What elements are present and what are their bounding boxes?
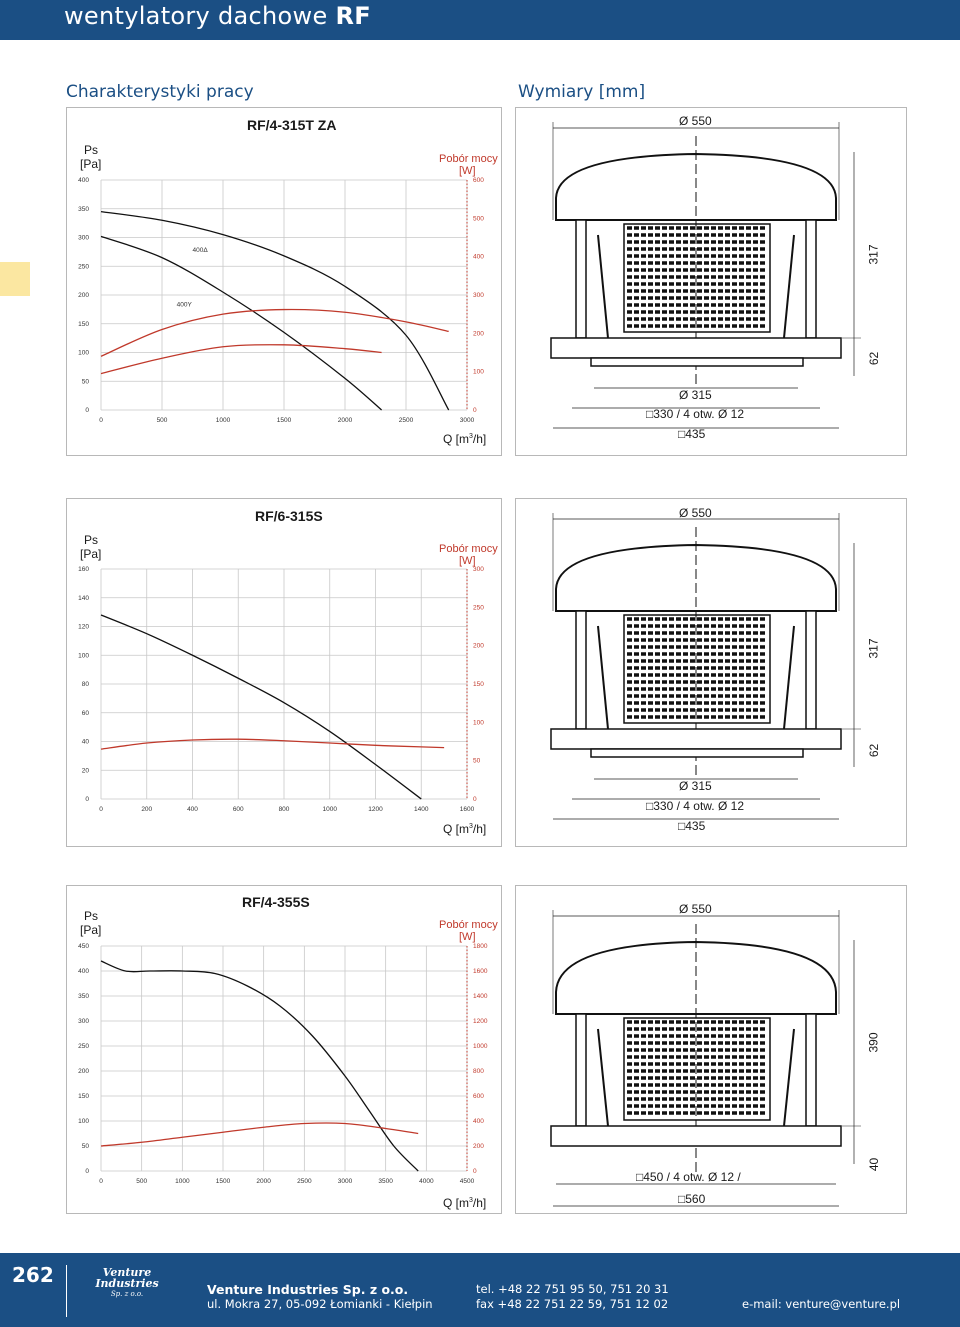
y-tick-label: 60 — [81, 709, 89, 717]
series-line-1 — [101, 961, 418, 1171]
chart-title: RF/4-315T ZA — [247, 117, 337, 133]
fan-strut-right — [784, 626, 794, 729]
dim-holes: □330 / 4 otw. Ø 12 — [646, 407, 745, 421]
y-tick-label: 100 — [78, 652, 89, 660]
y2-tick-label: 600 — [473, 1093, 484, 1100]
y2-tick-label: 200 — [473, 330, 484, 338]
fan-flange — [551, 1126, 841, 1146]
x-tick-label: 4500 — [459, 1178, 475, 1185]
dim-height-main: 317 — [866, 244, 881, 265]
x-tick-label: 500 — [156, 417, 168, 424]
y2-tick-label: 200 — [473, 642, 484, 650]
y-tick-label: 40 — [81, 738, 89, 746]
y-tick-label: 80 — [81, 681, 89, 688]
y-tick-label: 300 — [78, 1018, 89, 1025]
y2-tick-label: 1600 — [473, 968, 488, 975]
x-tick-label: 3000 — [459, 417, 475, 424]
fan-spigot — [591, 749, 803, 757]
series-line-2 — [101, 739, 444, 749]
annotation-delta: 400Δ — [192, 246, 208, 254]
y-tick-label: 100 — [78, 1118, 89, 1125]
dim-base: □560 — [678, 1192, 706, 1206]
series-line-1 — [101, 615, 421, 799]
company-fax[interactable]: fax +48 22 751 22 59, 751 12 02 — [476, 1297, 669, 1311]
fan-spigot — [591, 358, 803, 366]
y2-tick-label: 800 — [473, 1068, 484, 1075]
dim-550: Ø 550 — [679, 902, 712, 916]
y2-tick-label: 400 — [473, 253, 484, 261]
company-tel: tel. +48 22 751 95 50, 751 20 31 — [476, 1282, 669, 1296]
dims-panel-2 — [515, 498, 907, 847]
chart-title: RF/6-315S — [255, 508, 323, 524]
company-address: ul. Mokra 27, 05-092 Łomianki - Kiełpin — [207, 1297, 433, 1311]
annotation-star: 400Y — [176, 301, 192, 309]
dim-holes: □330 / 4 otw. Ø 12 — [646, 799, 745, 813]
fan-strut-left — [598, 1029, 608, 1126]
page-number: 262 — [12, 1263, 54, 1287]
y2-tick-label: 400 — [473, 1118, 484, 1125]
y2-tick-label: 0 — [473, 407, 477, 414]
y2-tick-label: 200 — [473, 1143, 484, 1150]
y2-tick-label: 0 — [473, 1168, 477, 1175]
y-tick-label: 350 — [78, 993, 89, 1000]
fan-post-right — [806, 611, 816, 729]
x-tick-label: 2500 — [297, 1178, 312, 1185]
x-tick-label: 1000 — [215, 417, 231, 424]
x-tick-label: 2000 — [337, 417, 353, 424]
ps-label: Ps — [84, 533, 99, 547]
series-line-1 — [101, 212, 449, 410]
fan-drawing — [516, 499, 906, 846]
power-label: Pobór mocy — [439, 919, 498, 931]
ps-label: Ps — [84, 143, 99, 157]
y-tick-label: 350 — [78, 205, 89, 213]
x-tick-label: 1600 — [459, 806, 475, 813]
x-tick-label: 0 — [99, 806, 103, 813]
dim-height-main: 317 — [866, 638, 881, 659]
y2-tick-label: 500 — [473, 215, 484, 223]
y-tick-label: 300 — [78, 234, 89, 242]
x-tick-label: 1000 — [322, 806, 337, 813]
company-email[interactable]: e-mail: venture@venture.pl — [742, 1297, 901, 1311]
flow-label: Q $[m^3/h]$ — [443, 432, 487, 446]
x-tick-label: 4000 — [419, 1178, 434, 1185]
pa-label: [Pa] — [80, 547, 102, 561]
dim-height-base: 62 — [867, 351, 882, 366]
dim-550: Ø 550 — [679, 114, 712, 128]
chart-svg — [67, 108, 501, 455]
y2-tick-label: 100 — [473, 368, 484, 376]
x-tick-label: 800 — [278, 806, 290, 813]
y-tick-label: 0 — [85, 407, 89, 414]
fan-strut-left — [598, 235, 608, 338]
y-tick-label: 200 — [78, 292, 89, 299]
y-tick-label: 160 — [78, 566, 89, 573]
dims-panel-3 — [515, 885, 907, 1214]
dim-315: Ø 315 — [679, 779, 712, 793]
chart-panel-2 — [66, 498, 502, 847]
fan-flange — [551, 729, 841, 749]
power-unit: [W] — [459, 555, 476, 567]
section-title-charts: Charakterystyki pracy — [66, 82, 254, 102]
dim-holes: □450 / 4 otw. Ø 12 / — [636, 1170, 741, 1184]
chart-title: RF/4-355S — [242, 894, 310, 910]
fan-strut-left — [598, 626, 608, 729]
y2-tick-label: 50 — [473, 757, 481, 765]
dim-550: Ø 550 — [679, 506, 712, 520]
x-tick-label: 500 — [136, 1178, 148, 1185]
ps-label: Ps — [84, 909, 99, 923]
power-unit: [W] — [459, 931, 476, 943]
y-tick-label: 50 — [81, 378, 89, 386]
y-tick-label: 50 — [81, 1143, 89, 1150]
pa-label: [Pa] — [80, 157, 102, 171]
y2-tick-label: 300 — [473, 292, 484, 299]
dim-height-main: 390 — [866, 1032, 881, 1053]
y-tick-label: 450 — [78, 943, 89, 950]
page-footer — [0, 1253, 960, 1327]
x-tick-label: 2500 — [398, 417, 414, 424]
dim-base: □435 — [678, 427, 706, 441]
fan-post-left — [576, 1014, 586, 1126]
fan-post-left — [576, 611, 586, 729]
y-tick-label: 250 — [78, 263, 89, 271]
flow-label: Q $[m^3/h]$ — [443, 1196, 487, 1210]
chart-svg — [67, 499, 501, 846]
dim-315: Ø 315 — [679, 388, 712, 402]
fan-flange — [551, 338, 841, 358]
dim-height-base: 62 — [867, 743, 882, 758]
x-tick-label: 1500 — [215, 1178, 231, 1185]
series-line-3 — [101, 310, 449, 357]
y-tick-label: 140 — [78, 594, 89, 602]
y-tick-label: 20 — [81, 767, 89, 775]
y2-tick-label: 1800 — [473, 943, 488, 950]
page-title — [64, 2, 371, 30]
footer-divider — [66, 1265, 67, 1317]
pa-label: [Pa] — [80, 923, 102, 937]
flow-label: Q $[m^3/h]$ — [443, 822, 487, 836]
fan-drawing — [516, 108, 906, 455]
series-line-2 — [101, 236, 382, 410]
fan-drawing — [516, 886, 906, 1213]
y2-tick-label: 1200 — [473, 1018, 488, 1025]
y-tick-label: 200 — [78, 1068, 89, 1075]
series-line-4 — [101, 345, 382, 374]
y2-tick-label: 1400 — [473, 993, 488, 1000]
series-line-2 — [101, 1123, 418, 1146]
x-tick-label: 3500 — [378, 1178, 393, 1185]
side-tab — [0, 262, 30, 296]
power-label: Pobór mocy — [439, 153, 498, 165]
dim-height-base: 40 — [867, 1157, 882, 1172]
y-tick-label: 400 — [78, 968, 89, 975]
chart-svg — [67, 886, 501, 1213]
dims-panel-1 — [515, 107, 907, 456]
section-title-dims: Wymiary [mm] — [518, 82, 646, 102]
fan-strut-right — [784, 235, 794, 338]
x-tick-label: 1400 — [414, 806, 429, 813]
y2-tick-label: 300 — [473, 566, 484, 573]
y-tick-label: 0 — [85, 796, 89, 803]
fan-strut-right — [784, 1029, 794, 1126]
x-tick-label: 3000 — [337, 1178, 353, 1185]
x-tick-label: 600 — [232, 806, 244, 813]
chart-panel-1 — [66, 107, 502, 456]
x-tick-label: 1500 — [276, 417, 292, 424]
y-tick-label: 100 — [78, 349, 89, 357]
x-tick-label: 400 — [187, 806, 198, 813]
fan-post-right — [806, 1014, 816, 1126]
y-tick-label: 150 — [78, 1093, 89, 1100]
power-unit: [W] — [459, 165, 476, 177]
y-tick-label: 400 — [78, 177, 89, 184]
fan-post-right — [806, 220, 816, 338]
company-name: Venture Industries Sp. z o.o. — [207, 1282, 409, 1297]
x-tick-label: 2000 — [256, 1178, 271, 1185]
y-tick-label: 250 — [78, 1043, 89, 1050]
x-tick-label: 1000 — [175, 1178, 190, 1185]
title-bold: RF — [335, 2, 371, 30]
y-tick-label: 150 — [78, 320, 89, 328]
x-tick-label: 200 — [141, 806, 153, 813]
y2-tick-label: 250 — [473, 604, 484, 612]
x-tick-label: 0 — [99, 1178, 103, 1185]
power-label: Pobór mocy — [439, 543, 498, 555]
y2-tick-label: 100 — [473, 719, 484, 727]
y2-tick-label: 0 — [473, 796, 477, 803]
y-tick-label: 0 — [85, 1168, 89, 1175]
y-tick-label: 120 — [78, 623, 89, 631]
y2-tick-label: 600 — [473, 177, 484, 184]
company-logo: Venture Industries Sp. z o.o. — [95, 1266, 159, 1298]
x-tick-label: 1200 — [368, 806, 383, 813]
y2-tick-label: 1000 — [473, 1043, 488, 1050]
title-prefix: wentylatory dachowe — [64, 2, 328, 30]
x-tick-label: 0 — [99, 417, 103, 424]
dim-base: □435 — [678, 819, 706, 833]
chart-panel-3 — [66, 885, 502, 1214]
y2-tick-label: 150 — [473, 681, 484, 688]
page-header — [0, 0, 960, 40]
fan-post-left — [576, 220, 586, 338]
